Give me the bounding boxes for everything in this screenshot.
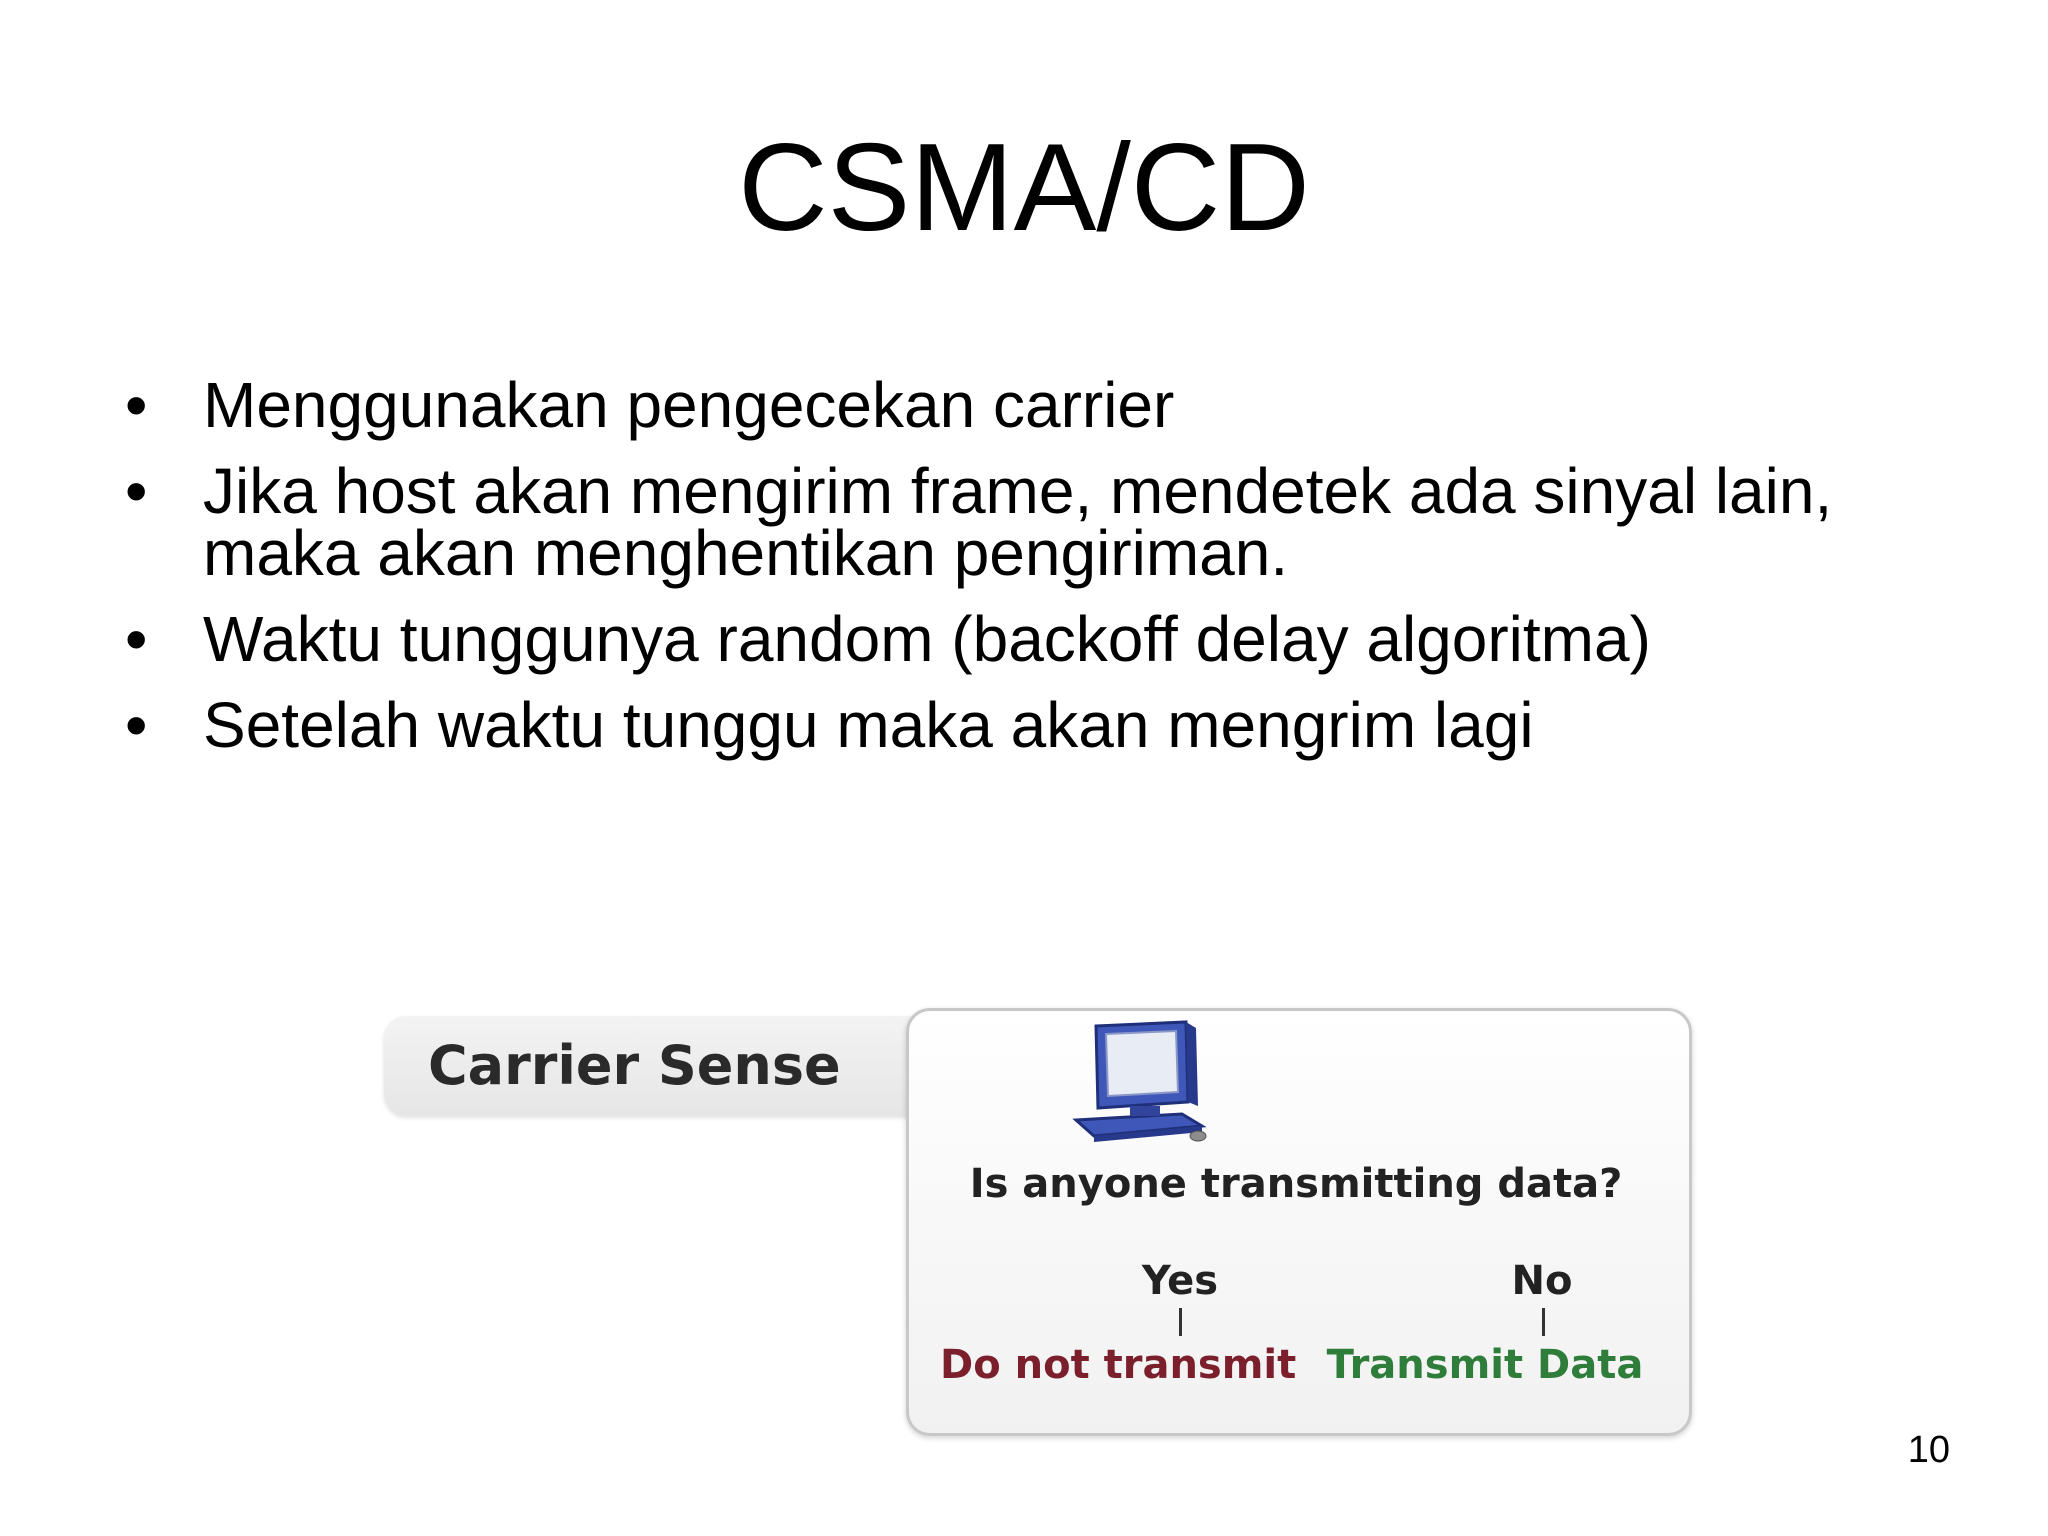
yes-label: Yes	[1141, 1258, 1219, 1304]
bullet-text: Menggunakan pengecekan carrier	[203, 369, 1175, 441]
carrier-sense-tab	[384, 1016, 944, 1116]
bullet-text: Waktu tunggunya random (backoff delay algoritma)	[203, 603, 1651, 675]
bullet-list	[125, 369, 1945, 780]
carrier-sense-diagram	[380, 1008, 1700, 1448]
computer-icon	[1070, 1018, 1210, 1148]
slide-title: CSMA/CD	[738, 119, 1310, 257]
carrier-sense-label: Carrier Sense	[428, 1034, 841, 1097]
bullet-text: Setelah waktu tunggu maka akan mengrim lagi	[203, 689, 1534, 761]
no-label: No	[1511, 1258, 1573, 1304]
bullet-icon: •	[125, 689, 148, 761]
do-not-transmit-label: Do not transmit	[940, 1342, 1297, 1388]
question-text: Is anyone transmitting data?	[969, 1161, 1623, 1207]
bullet-item	[125, 689, 1945, 761]
page-number: 10	[1907, 1429, 1950, 1471]
bullet-icon: •	[125, 455, 148, 527]
no-connector	[1542, 1308, 1545, 1336]
bullet-item	[125, 455, 1945, 589]
transmit-data-label: Transmit Data	[1326, 1342, 1644, 1388]
bullet-item	[125, 603, 1945, 675]
yes-connector	[1179, 1308, 1182, 1336]
bullet-item	[125, 369, 1945, 441]
bullet-icon: •	[125, 369, 148, 441]
bullet-text: Jika host akan mengirim frame, mendetek ada sinyal lain, maka akan menghentikan pengiriman.	[203, 455, 1833, 589]
bullet-icon: •	[125, 603, 148, 675]
